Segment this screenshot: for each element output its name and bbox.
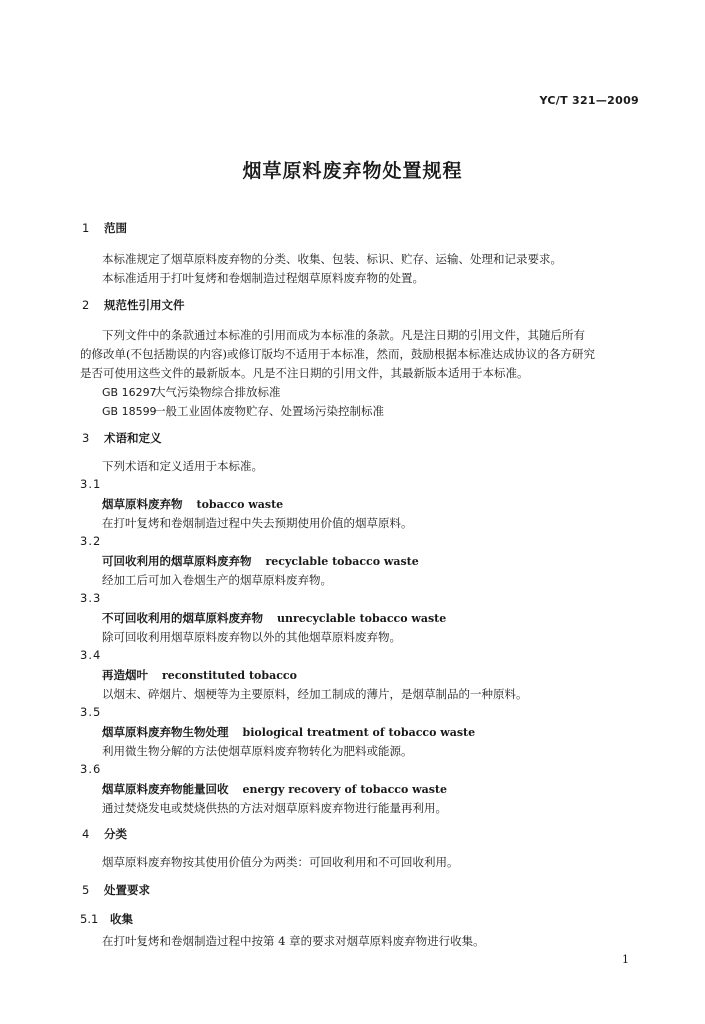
term-chinese: 可回收利用的烟草原料废弃物: [102, 554, 252, 568]
section-title: 规范性引用文件: [104, 298, 185, 312]
section-4-heading: [82, 826, 127, 842]
term-number: 3.1: [80, 477, 102, 491]
reference-title: 大气污染物综合排放标准: [154, 385, 281, 399]
section-4-paragraph: 烟草原料废弃物按其使用价值分为两类：可回收利用和不可回收利用。: [102, 855, 459, 869]
section-1-heading: [82, 220, 127, 236]
section-title: 术语和定义: [104, 431, 162, 445]
normative-reference: [102, 403, 384, 419]
section-2-paragraph-line-1: 下列文件中的条款通过本标准的引用而成为本标准的条款。凡是注日期的引用文件，其随后所有: [102, 328, 585, 342]
term-heading: [102, 667, 297, 683]
term-number: 3.4: [80, 648, 102, 662]
term-definition: 在打叶复烤和卷烟制造过程中失去预期使用价值的烟草原料。: [102, 516, 413, 530]
subsection-title: 收集: [110, 912, 133, 926]
term-definition: 利用微生物分解的方法使烟草原料废弃物转化为肥料或能源。: [102, 744, 413, 758]
reference-code: GB 18599: [102, 405, 157, 418]
section-2-heading: [82, 297, 185, 313]
section-5-heading: [82, 882, 150, 898]
term-english: unrecyclable tobacco waste: [277, 612, 447, 625]
term-definition: 通过焚烧发电或焚烧供热的方法对烟草原料废弃物进行能量再利用。: [102, 801, 447, 815]
term-heading: [102, 610, 446, 626]
term-definition: 经加工后可加入卷烟生产的烟草原料废弃物。: [102, 573, 332, 587]
section-title: 处置要求: [104, 883, 150, 897]
term-heading: [102, 724, 475, 740]
term-heading: [102, 553, 419, 569]
term-number: 3.3: [80, 591, 102, 605]
section-1-paragraph-1: 本标准规定了烟草原料废弃物的分类、收集、包装、标识、贮存、运输、处理和记录要求。: [102, 252, 562, 266]
term-number: 3.2: [80, 534, 102, 548]
term-number: 3.5: [80, 705, 102, 719]
term-english: tobacco waste: [196, 498, 284, 511]
section-number: 5: [82, 883, 90, 897]
term-heading: [102, 781, 447, 797]
section-3-heading: [82, 430, 162, 446]
reference-title: 一般工业固体废物贮存、处置场污染控制标准: [154, 404, 384, 418]
term-english: energy recovery of tobacco waste: [242, 783, 448, 796]
term-english: biological treatment of tobacco waste: [242, 726, 476, 739]
normative-reference: [102, 384, 281, 400]
section-number: 1: [82, 221, 90, 235]
section-title: 范围: [104, 221, 127, 235]
section-title: 分类: [104, 827, 127, 841]
term-definition: 以烟末、碎烟片、烟梗等为主要原料，经加工制成的薄片，是烟草制品的一种原料。: [102, 687, 528, 701]
term-definition: 除可回收利用烟草原料废弃物以外的其他烟草原料废弃物。: [102, 630, 401, 644]
term-chinese: 不可回收利用的烟草原料废弃物: [102, 611, 263, 625]
term-chinese: 烟草原料废弃物生物处理: [102, 725, 229, 739]
standard-code: YC/T 321—2009: [539, 94, 639, 107]
page-number: 1: [622, 953, 629, 966]
section-number: 2: [82, 298, 90, 312]
term-chinese: 再造烟叶: [102, 668, 148, 682]
term-english: reconstituted tobacco: [162, 669, 297, 682]
reference-code: GB 16297: [102, 386, 157, 399]
section-number: 3: [82, 431, 90, 445]
term-chinese: 烟草原料废弃物能量回收: [102, 782, 229, 796]
section-1-paragraph-2: 本标准适用于打叶复烤和卷烟制造过程烟草原料废弃物的处置。: [102, 271, 424, 285]
term-heading: [102, 496, 283, 512]
subsection-5-1-paragraph: 在打叶复烤和卷烟制造过程中按第 4 章的要求对烟草原料废弃物进行收集。: [102, 934, 485, 948]
term-english: recyclable tobacco waste: [265, 555, 419, 568]
term-number: 3.6: [80, 762, 102, 776]
subsection-number: 5.1: [80, 912, 99, 926]
document-title: 烟草原料废弃物处置规程: [242, 160, 463, 182]
section-number: 4: [82, 827, 90, 841]
subsection-5-1-heading: [80, 911, 133, 927]
section-2-paragraph-line-2: 的修改单(不包括勘误的内容)或修订版均不适用于本标准，然而，鼓励根据本标准达成协议的各方研究: [80, 347, 595, 361]
section-3-intro: 下列术语和定义适用于本标准。: [102, 459, 263, 473]
section-2-paragraph-line-3: 是否可使用这些文件的最新版本。凡是不注日期的引用文件，其最新版本适用于本标准。: [80, 366, 529, 380]
term-chinese: 烟草原料废弃物: [102, 497, 183, 511]
